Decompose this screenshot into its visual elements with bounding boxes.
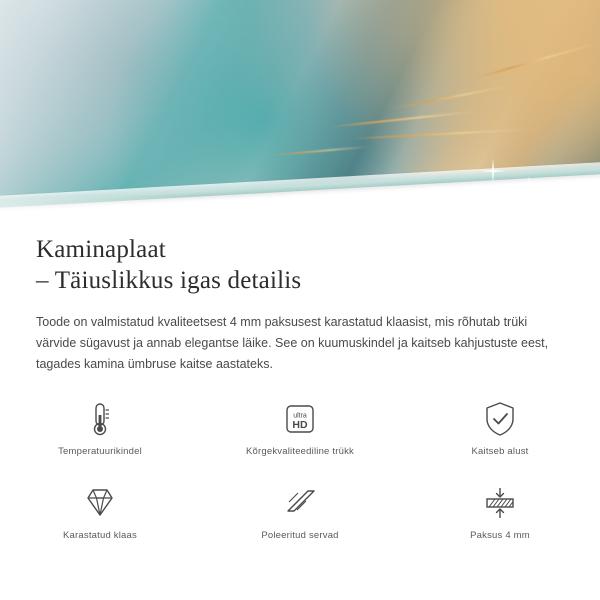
ultra-hd-icon <box>281 398 319 440</box>
feature-item-temperature <box>0 398 200 470</box>
page-title <box>0 222 600 296</box>
feature-label: Kaitseb alust <box>471 446 529 457</box>
feature-item-tempered-glass <box>0 482 200 554</box>
feature-item-protects-base <box>400 398 600 470</box>
thermometer-icon <box>82 398 118 440</box>
polished-edges-icon <box>280 482 320 524</box>
svg-text:ultra: ultra <box>293 412 307 420</box>
diamond-icon <box>80 482 120 524</box>
svg-text:HD: HD <box>292 419 308 431</box>
feature-item-thickness <box>400 482 600 554</box>
hero-image <box>0 0 600 222</box>
feature-grid <box>0 398 600 554</box>
product-description: Toode on valmistatud kvaliteetsest 4 mm paksusest karastatud klaasist, mis rõhutab trüki värvide sügavust ja annab elegantse läike. See on kuumuskindel ja kaitseb kahjustuste eest, tagades kamina ümbruse kaitse aastateks. <box>36 315 549 371</box>
sparkle-icon <box>520 176 538 194</box>
feature-item-polished-edges <box>200 482 400 554</box>
content-block <box>0 222 600 375</box>
feature-label: Poleeritud servad <box>261 530 339 541</box>
feature-item-print-quality <box>200 398 400 470</box>
feature-label: Temperatuurikindel <box>58 446 142 457</box>
page-title-line1: Kaminaplaat <box>36 236 166 263</box>
feature-label: Kõrgekvaliteediline trükk <box>246 446 354 457</box>
shield-check-icon <box>481 398 519 440</box>
feature-label: Karastatud klaas <box>63 530 137 541</box>
feature-label: Paksus 4 mm <box>470 530 530 541</box>
page-title-line2: – Täiuslikkus igas detailis <box>36 267 302 294</box>
hero-fade <box>0 196 600 222</box>
thickness-icon <box>480 482 520 524</box>
